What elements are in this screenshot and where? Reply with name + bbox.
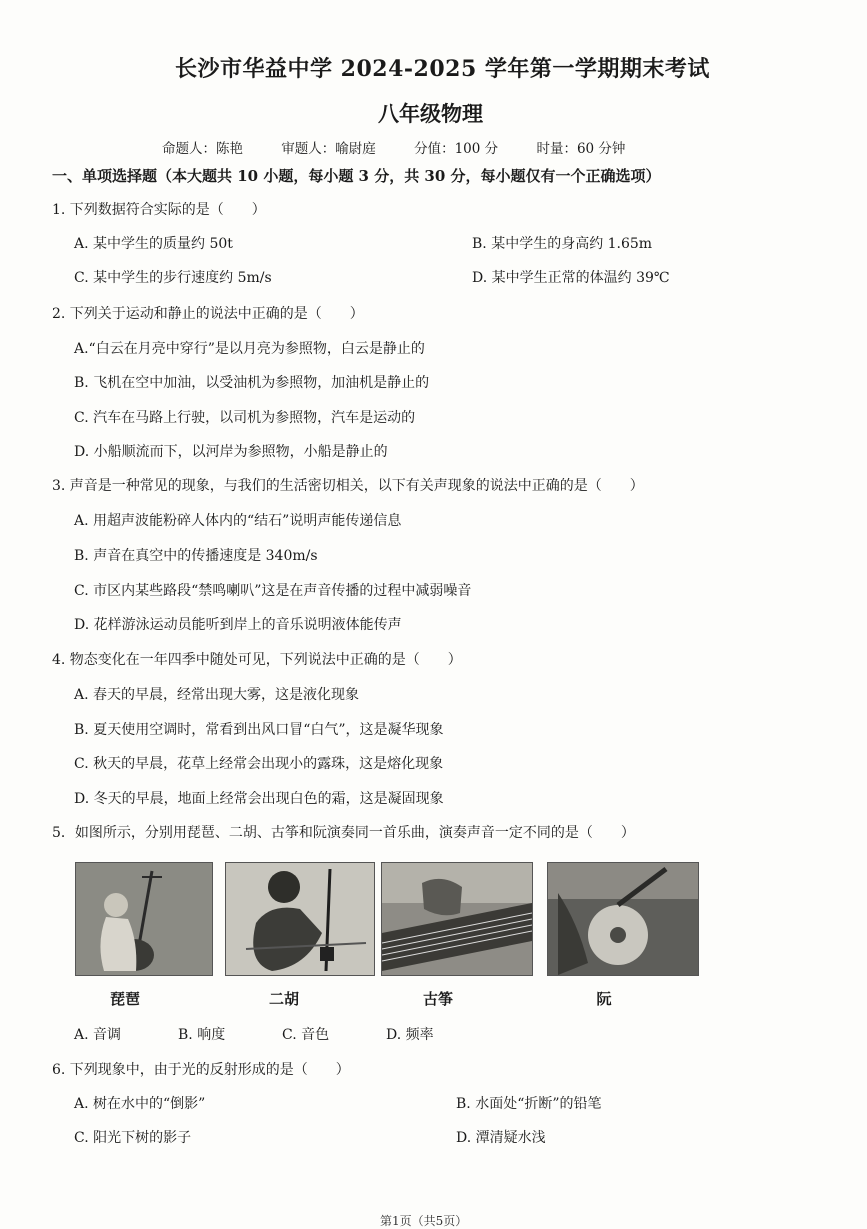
question-3-option-d: D. 花样游泳运动员能听到岸上的音乐说明液体能传声 bbox=[74, 617, 402, 633]
question-3-stem: 3. 声音是一种常见的现象，与我们的生活密切相关，以下有关声现象的说法中正确的是（ ） bbox=[52, 478, 644, 494]
question-3-option-a: A. 用超声波能粉碎人体内的“结石”说明声能传递信息 bbox=[74, 513, 402, 529]
question-1-stem: 1. 下列数据符合实际的是（ ） bbox=[52, 202, 266, 218]
question-2-option-b: B. 飞机在空中加油，以受油机为参照物，加油机是静止的 bbox=[74, 375, 430, 391]
question-4-stem: 4. 物态变化在一年四季中随处可见，下列说法中正确的是（ ） bbox=[52, 652, 462, 668]
question-3-option-c: C. 市区内某些路段“禁鸣喇叭”这是在声音传播的过程中减弱噪音 bbox=[74, 583, 472, 599]
time-label: 时量：60 分钟 bbox=[536, 141, 626, 157]
caption-ruan: 阮 bbox=[596, 990, 612, 1008]
question-4-option-c: C. 秋天的早晨，花草上经常会出现小的露珠，这是熔化现象 bbox=[74, 756, 444, 772]
question-3-option-b: B. 声音在真空中的传播速度是 340m/s bbox=[74, 548, 318, 564]
question-1-option-b: B. 某中学生的身高约 1.65m bbox=[472, 236, 653, 252]
reviewer-label: 审题人：喻尉庭 bbox=[281, 141, 376, 157]
question-5-option-b: B. 响度 bbox=[178, 1027, 226, 1043]
question-1-option-c: C. 某中学生的步行速度约 5m/s bbox=[74, 270, 272, 286]
question-4-option-a: A. 春天的早晨，经常出现大雾，这是液化现象 bbox=[74, 687, 360, 703]
question-5-option-c: C. 音色 bbox=[282, 1027, 330, 1043]
question-2-option-a: A.“白云在月亮中穿行”是以月亮为参照物，白云是静止的 bbox=[74, 341, 425, 357]
exam-subtitle: 八年级物理 bbox=[378, 101, 483, 126]
question-1-option-d: D. 某中学生正常的体温约 39℃ bbox=[472, 270, 670, 286]
caption-guzheng: 古筝 bbox=[422, 990, 453, 1008]
section-heading: 一、单项选择题（本大题共 10 小题，每小题 3 分，共 30 分，每小题仅有一个正确选项） bbox=[52, 167, 661, 185]
question-4-option-d: D. 冬天的早晨，地面上经常会出现白色的霜，这是凝固现象 bbox=[74, 791, 444, 807]
caption-erhu: 二胡 bbox=[268, 990, 299, 1008]
question-6-option-a: A. 树在水中的“倒影” bbox=[74, 1096, 206, 1112]
question-6-option-b: B. 水面处“折断”的铅笔 bbox=[456, 1096, 602, 1112]
score-label: 分值：100 分 bbox=[414, 141, 499, 157]
author-label: 命题人：陈艳 bbox=[162, 141, 243, 157]
question-1-option-a: A. 某中学生的质量约 50t bbox=[74, 236, 233, 252]
question-5-option-d: D. 频率 bbox=[386, 1027, 434, 1043]
caption-pipa: 琵琶 bbox=[109, 990, 140, 1008]
page-footer: 第1页（共5页） bbox=[380, 1214, 468, 1228]
ruan-image bbox=[547, 862, 699, 976]
question-2-option-d: D. 小船顺流而下，以河岸为参照物，小船是静止的 bbox=[74, 444, 388, 460]
question-5-option-a: A. 音调 bbox=[74, 1027, 122, 1043]
question-4-option-b: B. 夏天使用空调时，常看到出风口冒“白气”，这是凝华现象 bbox=[74, 722, 444, 738]
exam-meta bbox=[162, 137, 659, 157]
question-2-option-c: C. 汽车在马路上行驶，以司机为参照物，汽车是运动的 bbox=[74, 410, 416, 426]
question-5-stem: 5．如图所示，分别用琵琶、二胡、古筝和阮演奏同一首乐曲，演奏声音一定不同的是（ ） bbox=[52, 825, 635, 841]
question-2-stem: 2. 下列关于运动和静止的说法中正确的是（ ） bbox=[52, 306, 364, 322]
question-6-stem: 6. 下列现象中，由于光的反射形成的是（ ） bbox=[52, 1062, 350, 1078]
pipa-image bbox=[75, 862, 213, 976]
question-6-option-d: D. 潭清疑水浅 bbox=[456, 1130, 546, 1146]
guzheng-image bbox=[381, 862, 533, 976]
erhu-image bbox=[225, 862, 375, 976]
exam-title: 长沙市华益中学 2024-2025 学年第一学期期末考试 bbox=[175, 56, 710, 82]
question-6-option-c: C. 阳光下树的影子 bbox=[74, 1130, 192, 1146]
